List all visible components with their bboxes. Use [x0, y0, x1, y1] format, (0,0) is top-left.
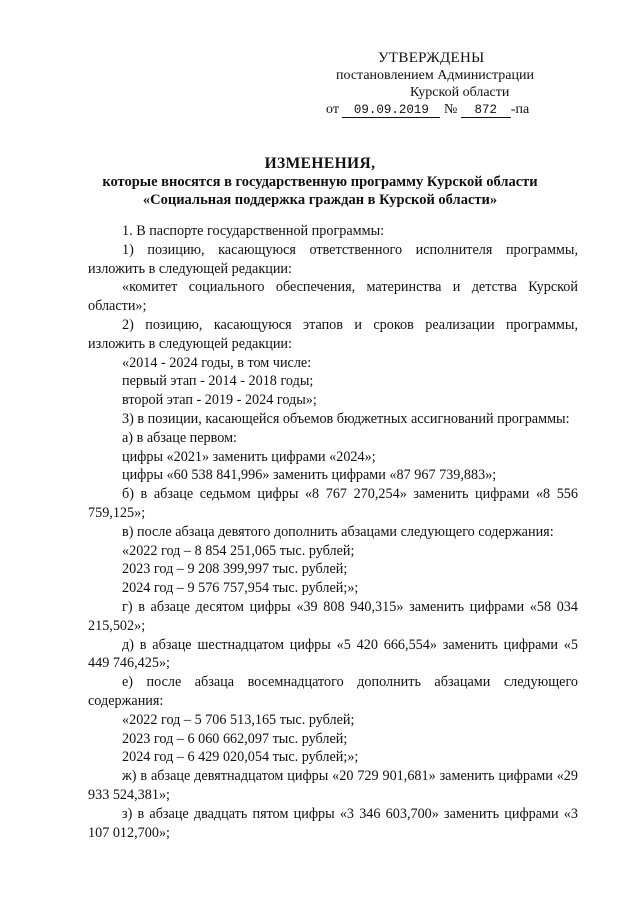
number-suffix: -па	[510, 102, 530, 117]
paragraph: в) после абзаца девятого дополнить абзацами следующего содержания:	[122, 523, 554, 540]
heading-line-3: «Социальная поддержка граждан в Курской области»	[142, 192, 498, 208]
paragraph: 2024 год – 9 576 757,954 тыс. рублей;»;	[122, 580, 359, 597]
approval-block	[300, 50, 580, 118]
paragraph: «2022 год – 8 854 251,065 тыс. рублей;	[122, 542, 355, 559]
paragraph: цифры «2021» заменить цифрами «2024»;	[122, 448, 376, 465]
approval-date: 09.09.2019	[342, 103, 440, 118]
number-label: №	[443, 102, 458, 117]
paragraph: 2023 год – 9 208 399,997 тыс. рублей;	[122, 561, 348, 578]
paragraph: 1) позицию, касающуюся ответственного исполнителя программы, изложить в следующей редакции:	[88, 241, 578, 277]
approval-number: 872	[461, 103, 511, 118]
document-body	[88, 222, 578, 842]
approval-date-line	[326, 101, 580, 118]
paragraph: б) в абзаце седьмом цифры «8 767 270,254» заменить цифрами «8 556 759,125»;	[88, 486, 578, 521]
paragraph: второй этап - 2019 - 2024 годы»;	[122, 392, 317, 409]
paragraph: «2014 - 2024 годы, в том числе:	[122, 354, 312, 371]
paragraph: 2023 год – 6 060 662,097 тыс. рублей;	[122, 730, 348, 747]
paragraph: г) в абзаце десятом цифры «39 808 940,315» заменить цифрами «58 034 215,502»;	[88, 598, 578, 634]
paragraph: 2) позицию, касающуюся этапов и сроков реализации программы, изложить в следующей редакции:	[88, 316, 578, 352]
heading-line-2: которые вносятся в государственную программу Курской области	[102, 174, 538, 190]
paragraph: 3) в позиции, касающейся объемов бюджетных ассигнований программы:	[122, 410, 570, 427]
paragraph: а) в абзаце первом:	[122, 429, 237, 446]
approval-title: УТВЕРЖДЕНЫ	[378, 50, 485, 66]
heading-title: ИЗМЕНЕНИЯ,	[264, 155, 376, 172]
paragraph: «комитет социального обеспечения, материнства и детства Курской области»;	[88, 279, 578, 315]
paragraph: е) после абзаца восемнадцатого дополнить абзацами следующего содержания:	[88, 674, 578, 709]
paragraph: д) в абзаце шестнадцатом цифры «5 420 666,554» заменить цифрами «5 449 746,425»;	[88, 636, 578, 672]
paragraph: первый этап - 2014 - 2018 годы;	[122, 373, 314, 390]
paragraph: ж) в абзаце девятнадцатом цифры «20 729 901,681» заменить цифрами «29 933 524,381»;	[88, 768, 578, 803]
approval-line-1: постановлением Администрации	[336, 68, 534, 83]
document-heading	[40, 155, 600, 209]
paragraph: з) в абзаце двадцать пятом цифры «3 346 603,700» заменить цифрами «3 107 012,700»;	[88, 805, 578, 841]
paragraph: «2022 год – 5 706 513,165 тыс. рублей;	[122, 711, 355, 728]
paragraph: 1. В паспорте государственной программы:	[122, 223, 385, 239]
approval-line-2: Курской области	[410, 85, 510, 100]
paragraph: цифры «60 538 841,996» заменить цифрами «87 967 739,883»;	[122, 467, 497, 484]
paragraph: 2024 год – 6 429 020,054 тыс. рублей;»;	[122, 749, 359, 766]
from-label: от	[326, 102, 339, 117]
